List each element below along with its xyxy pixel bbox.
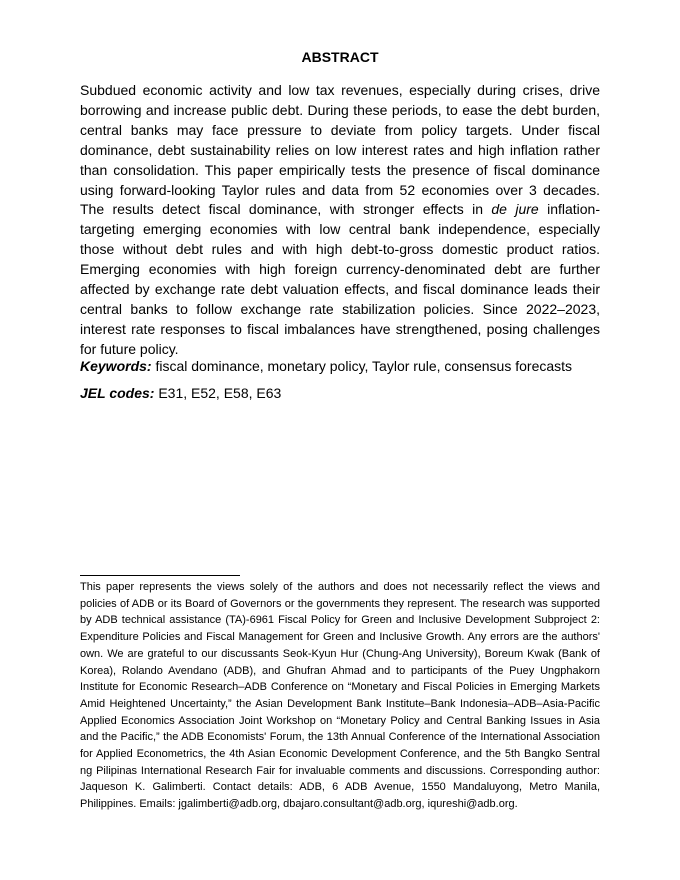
- footnote-divider: [80, 575, 240, 576]
- jel-codes-value: E31, E52, E58, E63: [158, 385, 282, 401]
- jel-codes-line: [80, 384, 600, 402]
- keywords-label: Keywords:: [80, 358, 152, 374]
- jel-codes-label: JEL codes:: [80, 385, 155, 401]
- abstract-heading: ABSTRACT: [301, 49, 379, 65]
- abstract-text-part1: Subdued economic activity and low tax revenues, especially during crises, drive borrowing and increase public debt. During these periods, to ease the debt burden, central banks may face pressure to deviate from policy targets. Under fiscal dominance, debt sustainability relies on low interest rates and high inflation rather than consolidation. This paper empirically tests the presence of fiscal dominance using forward-looking Taylor rules and data from 52 economies over 3 decades. The results detect fiscal dominance, with stronger effects in: [80, 82, 600, 218]
- keywords-line: [80, 357, 600, 375]
- abstract-body: [80, 81, 600, 360]
- keywords-value: fiscal dominance, monetary policy, Taylor rule, consensus forecasts: [155, 358, 573, 374]
- footnote-text: This paper represents the views solely of the authors and does not necessarily reflect the views and policies of ADB or its Board of Governors or the governments they represent. The research was supported by ADB technical assistance (TA)-6961 Fiscal Policy for Green and Inclusive Development Subproject 2: Expenditure Policies and Fiscal Management for Green and Inclusive Growth. Any errors are the authors' own. We are grateful to our discussants Seok-Kyun Hur (Chung-Ang University), Boreum Kwak (Bank of Korea), Rolando Avendano (ADB), and Ghufran Ahmad and to participants of the Puey Ungphakorn Institute for Economic Research–ADB Conference on “Monetary and Fiscal Policies in Emerging Markets Amid Heightened Uncertainty,” the Asian Development Bank Institute–Bank Indonesia–ADB–Asia-Pacific Applied Economics Association Joint Workshop on “Monetary Policy and Central Banking Issues in Asia and the Pacific,” the ADB Economists' Forum, the 13th Annual Conference of the International Association for Applied Econometrics, the 4th Asian Economic Development Conference, and the 5th Bangko Sentral ng Pilipinas International Research Fair for invaluable comments and discussions. Corresponding author: Jaqueson K. Galimberti. Contact details: ADB, 6 ADB Avenue, 1550 Mandaluyong, Metro Manila, Philippines. Emails: jgalimberti@adb.org, dbajaro.consultant@adb.org, iqureshi@adb.org.: [80, 581, 600, 811]
- abstract-text-part2: inflation-targeting emerging economies with low central bank independence, especially those without debt rules and with high debt-to-gross domestic product ratios. Emerging economies with high foreign currency-denominated debt are further affected by exchange rate debt valuation effects, and fiscal dominance leads their central banks to follow exchange rate stabilization policies. Since 2022–2023, interest rate responses to fiscal imbalances have strengthened, posing challenges for future policy.: [80, 201, 601, 357]
- abstract-italic-term: de jure: [491, 201, 539, 218]
